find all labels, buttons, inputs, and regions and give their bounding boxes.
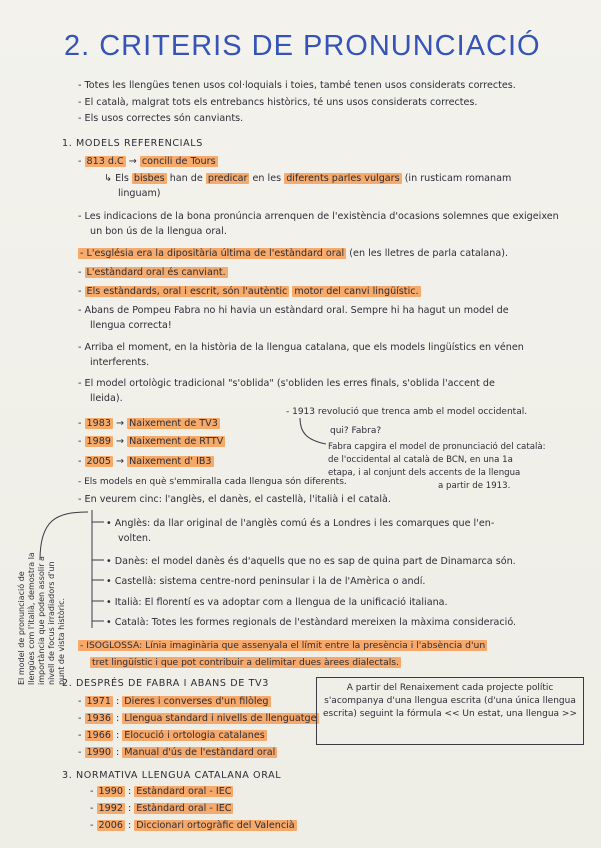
s2-row-1: - 1971 : Dieres i converses d'un filòleg	[78, 696, 269, 707]
lang-text: Danès: el model danès és d'aquells que no es sap de quina part de Dinamarca són.	[114, 556, 516, 567]
s3-row-2: - 1992 : Estàndard oral - IEC	[90, 803, 232, 814]
line-813: - 813 d.C → concili de Tours	[78, 156, 216, 167]
s2-year: 1990	[86, 747, 111, 758]
tv-label: Naixement de RTTV	[129, 436, 224, 447]
line-estandards: - Els estàndards, oral i escrit, són l'autèntic motor del canvi lingüístic.	[78, 286, 419, 297]
bisbes-pre: Els	[115, 173, 129, 184]
bisbes-mid2: en les	[252, 173, 282, 184]
fabra-1: - Abans de Pompeu Fabra no hi havia un estàndard oral. Sempre hi ha hagut un model de	[78, 305, 509, 316]
note-1913: - 1913 revolució que trenca amb el model occidental.	[286, 407, 528, 417]
s2-year: 1971	[86, 696, 111, 707]
s2-year: 1936	[86, 713, 111, 724]
latin: (in rusticam romanam	[404, 173, 512, 184]
s2-row-2: - 1936 : Llengua standard i nivells de llenguatge	[78, 713, 317, 724]
estandards-b: motor del canvi lingüístic.	[294, 286, 419, 297]
isoglossa-1	[78, 640, 487, 652]
tv-label: Naixement d' IB3	[129, 456, 212, 467]
isoglossa-text-2: tret lingüístic i que pot contribuir a delimitar dues àrees dialectals.	[92, 657, 399, 668]
s3-label: Estàndard oral - IEC	[136, 786, 232, 797]
lang-text: Anglès: da llar original de l'anglès comú és a Londres i les comarques que l'en-	[114, 518, 495, 529]
tv-row-1: - 1983 → Naixement de TV3	[78, 418, 218, 429]
indicacions-2: un bon ús de la llengua oral.	[90, 226, 227, 237]
page-title: 2. CRITERIS DE PRONUNCIACIÓ	[64, 30, 541, 62]
tv-year: 1989	[86, 436, 111, 447]
lang-castella: • Castellà: sistema centre-nord peninsular i la de l'Amèrica o andí.	[106, 576, 426, 587]
model-2: lleida).	[90, 393, 123, 404]
section-3-heading: 3. NORMATIVA LLENGUA CATALANA ORAL	[62, 770, 282, 781]
tv-year: 1983	[86, 418, 111, 429]
lang-catala: • Català: Totes les formes regionals de l'estàndard mereixen la màxima consideració.	[106, 617, 517, 628]
tv-row-2: - 1989 → Naixement de RTTV	[78, 436, 224, 447]
isoglossa-2	[90, 657, 401, 669]
tv-row-3: - 2005 → Naixement d' IB3	[78, 456, 212, 467]
lang-text: Català: Totes les formes regionals de l'estàndard mereixen la màxima consideració.	[114, 617, 517, 628]
emmirall: - Els models en què s'emmiralla cada llengua són diferents.	[78, 477, 347, 487]
lang-italia: • Italià: El florentí es va adoptar com a llengua de la unificació italiana.	[106, 597, 448, 608]
tv-label: Naixement de TV3	[129, 418, 218, 429]
fabra-2: llengua correcta!	[90, 320, 172, 331]
s2-label: Llengua standard i nivells de llenguatge	[124, 713, 317, 724]
line-bisbes: ↳ Els bisbes han de predicar en les diferents parles vulgars (in rusticam romanam	[104, 173, 512, 184]
line-esglesia	[78, 248, 508, 260]
lingua: linguam)	[118, 188, 161, 199]
lang-angles-2: volten.	[118, 533, 152, 544]
s3-row-1: - 1990 : Estàndard oral - IEC	[90, 786, 232, 797]
fabra-cat-2: de l'occidental al català de BCN, en una 1a	[328, 455, 513, 465]
lang-text: Italià: El florentí es va adoptar com a llengua de la unificació italiana.	[114, 597, 448, 608]
side-note: El model de pronunciació de llengües com l'italià, demostra la importància que poden assolir a nivell de focus irradiadors d'un punt de vista històric.	[17, 552, 66, 685]
qui-fabra: qui? Fabra?	[330, 426, 382, 436]
isoglossa-text-1: - ISOGLOSSA: Línia imaginària que assenyala el límit entre la presència i l'absència d'un	[80, 640, 486, 651]
s3-year: 2006	[98, 820, 123, 831]
arriba-2: interferents.	[90, 357, 150, 368]
section-2-heading: 2. DESPRÉS DE FABRA I ABANS DE TV3	[62, 678, 269, 689]
s2-label: Manual d'ús de l'estàndard oral	[124, 747, 276, 758]
s2-label: Elocució i ortologia catalanes	[124, 730, 265, 741]
indicacions-1: - Les indicacions de la bona pronúncia arrenquen de l'existència d'ocasions solemnes que exigeixen	[78, 211, 559, 222]
s3-year: 1990	[98, 786, 123, 797]
canviant: L'estàndard oral és canviant.	[86, 267, 226, 278]
esglesia: - L'església era la dipositària última de l'estàndard oral	[80, 248, 345, 259]
model-1: - El model ortològic tradicional "s'oblida" (s'obliden les erres finals, s'oblida l'accent de	[78, 378, 495, 389]
fabra-cat-3: etapa, i al conjunt dels accents de la llengua	[328, 468, 521, 478]
s2-row-4: - 1990 : Manual d'ús de l'estàndard oral	[78, 747, 276, 758]
tv-year: 2005	[86, 456, 111, 467]
bisbes-mid: han de	[169, 173, 203, 184]
estandards-a: Els estàndards, oral i escrit, són l'autèntic	[86, 286, 288, 297]
section-1-heading: 1. MODELS REFERENCIALS	[62, 138, 203, 149]
lang-danes: • Danès: el model danès és d'aquells que no es sap de quina part de Dinamarca són.	[106, 556, 516, 567]
renaixement-text: A partir del Renaixement cada projecte polític s'acompanya d'una llengua escrita (d'una única llengua escrita) seguint la fórmula << Un estat, una llengua >>	[323, 683, 577, 719]
diferents: diferents parles vulgars	[286, 173, 400, 184]
esglesia-rest: (en les lletres de parla catalana).	[349, 248, 509, 259]
year-813: 813 d.C	[86, 156, 124, 167]
fabra-cat-1: Fabra capgira el model de pronunciació del català:	[328, 442, 546, 452]
s3-label: Diccionari ortogràfic del Valencià	[136, 820, 295, 831]
s3-label: Estàndard oral - IEC	[136, 803, 232, 814]
lang-text: Castellà: sistema centre-nord peninsular i la de l'Amèrica o andí.	[114, 576, 426, 587]
fabra-cat-4: a partir de 1913.	[438, 481, 511, 491]
s2-row-3: - 1966 : Elocució i ortologia catalanes	[78, 730, 265, 741]
renaixement-box	[316, 677, 584, 745]
cinc: - En veurem cinc: l'anglès, el danès, el castellà, l'italià i el català.	[78, 494, 391, 505]
s2-label: Dieres i converses d'un filòleg	[124, 696, 269, 707]
s2-year: 1966	[86, 730, 111, 741]
arriba-1: - Arriba el moment, en la història de la llengua catalana, que els models lingüístics en vénen	[78, 342, 524, 353]
intro-line-2: - El català, malgrat tots els entrebancs històrics, té uns usos considerats correctes.	[78, 97, 478, 108]
intro-line-1: - Totes les llengües tenen usos col·loquials i toies, també tenen usos considerats correctes.	[78, 80, 516, 91]
line-canviant: - L'estàndard oral és canviant.	[78, 267, 226, 278]
lang-angles: • Anglès: da llar original de l'anglès comú és a Londres i les comarques que l'en-	[106, 518, 495, 529]
s3-row-3: - 2006 : Diccionari ortogràfic del Valencià	[90, 820, 295, 831]
intro-line-3: - Els usos correctes són canviants.	[78, 113, 244, 124]
concili: concili de Tours	[141, 156, 216, 167]
s3-year: 1992	[98, 803, 123, 814]
bisbes: bisbes	[133, 173, 165, 184]
predicar: predicar	[207, 173, 248, 184]
